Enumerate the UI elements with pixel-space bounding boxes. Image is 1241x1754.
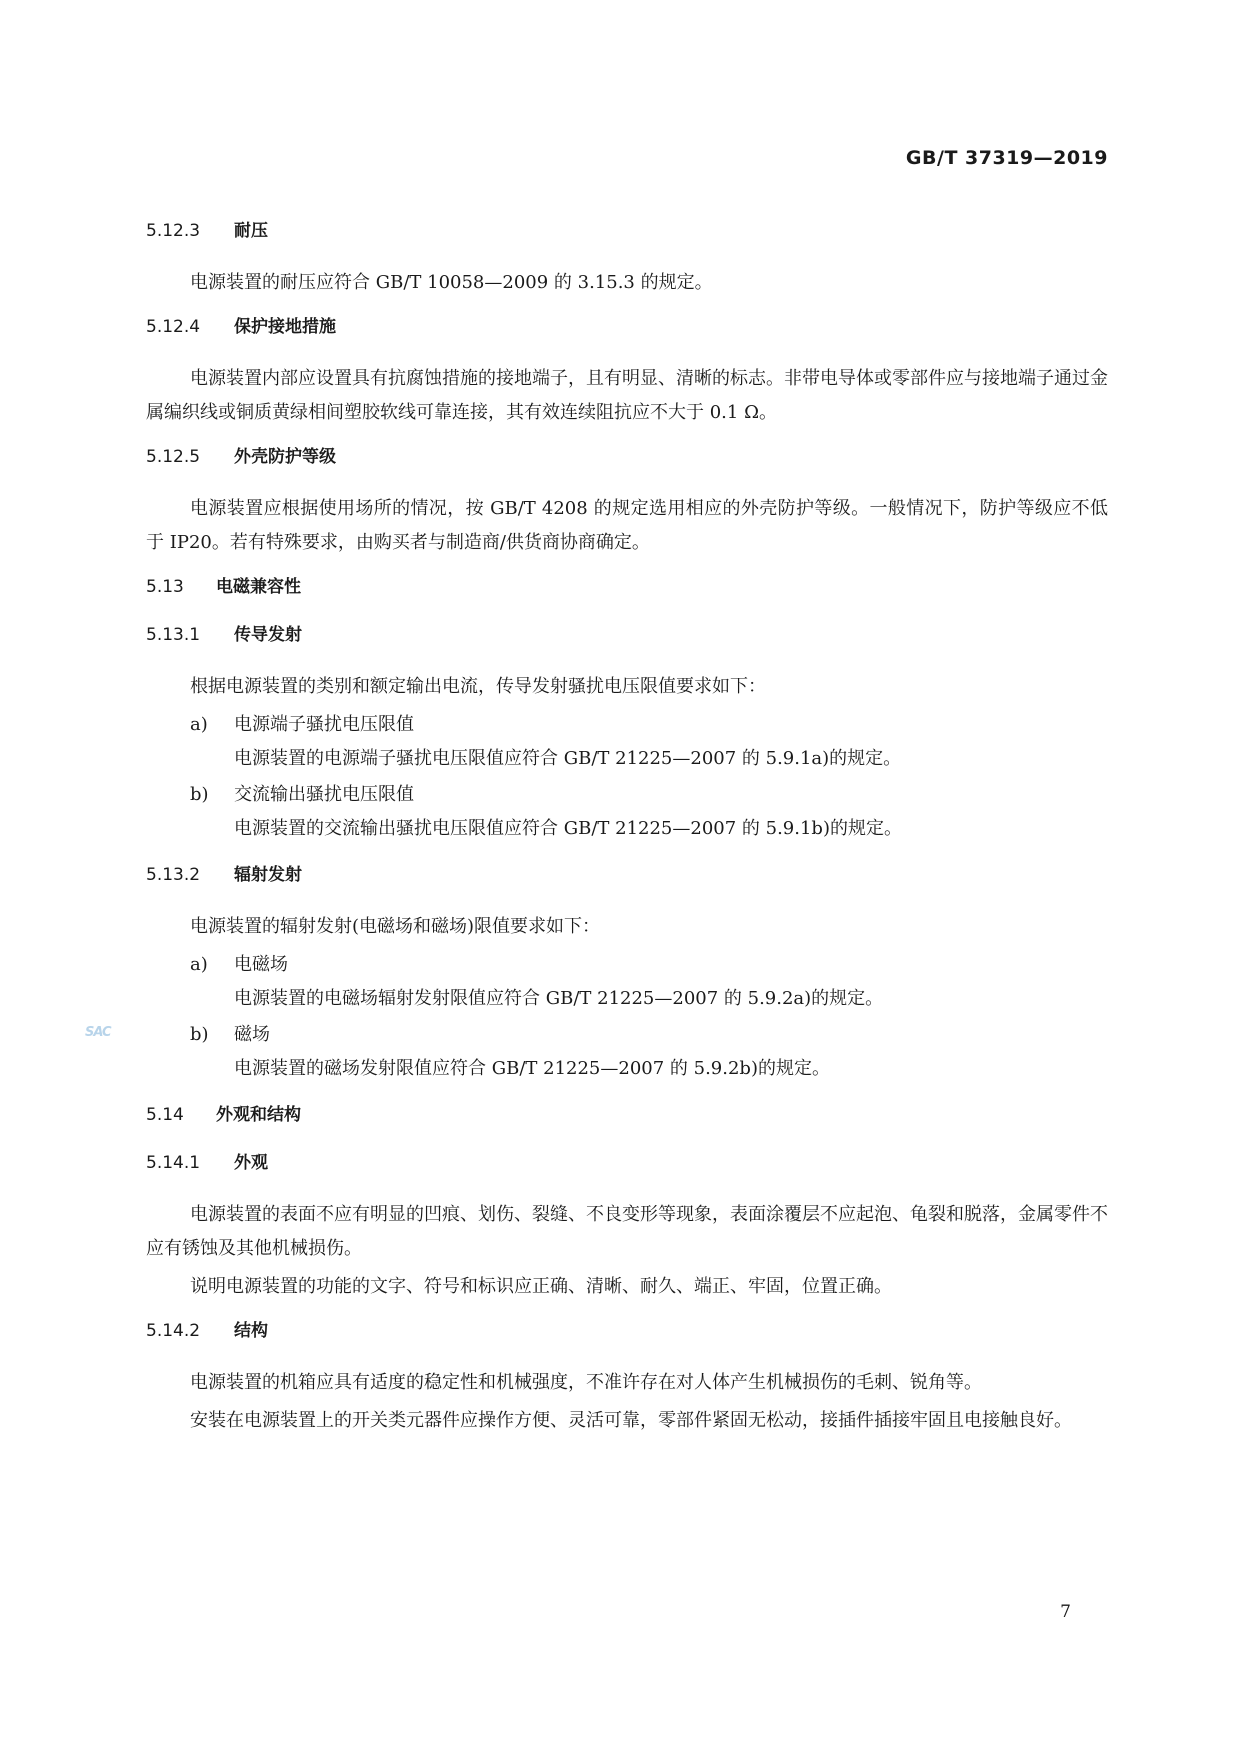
section-number: 5.14.2 xyxy=(146,1321,201,1341)
list-marker: b) xyxy=(190,1024,209,1045)
section-title: 外观和结构 xyxy=(216,1105,301,1125)
list-marker: a) xyxy=(190,954,208,975)
section-title: 耐压 xyxy=(234,221,268,241)
section-number: 5.13 xyxy=(146,577,184,597)
list-item-text: 电源装置的磁场发射限值应符合 GB/T 21225—2007 的 5.9.2b)的规定。 xyxy=(234,1058,830,1079)
section-heading-5-14-1 xyxy=(146,1150,1108,1176)
section-title: 电磁兼容性 xyxy=(216,577,301,597)
list-item-label: 交流输出骚扰电压限值 xyxy=(234,784,414,805)
section-number: 5.12.3 xyxy=(146,221,201,241)
section-title: 保护接地措施 xyxy=(234,317,336,337)
section-heading-5-12-3 xyxy=(146,218,1108,244)
paragraph: 电源装置的耐压应符合 GB/T 10058—2009 的 3.15.3 的规定。 xyxy=(190,272,713,293)
section-title: 结构 xyxy=(234,1321,268,1341)
paragraph: 电源装置的表面不应有明显的凹痕、划伤、裂缝、不良变形等现象，表面涂覆层不应起泡、龟裂和脱落，金属零件不应有锈蚀及其他机械损伤。 xyxy=(146,1204,1108,1259)
paragraph: 电源装置的机箱应具有适度的稳定性和机械强度，不准许存在对人体产生机械损伤的毛刺、锐角等。 xyxy=(190,1372,982,1393)
section-heading-5-12-5 xyxy=(146,444,1108,470)
list-item xyxy=(146,708,1108,742)
page-number: 7 xyxy=(1060,1602,1071,1622)
paragraph: 根据电源装置的类别和额定输出电流，传导发射骚扰电压限值要求如下： xyxy=(190,676,766,697)
list-item xyxy=(146,948,1108,982)
list-marker: b) xyxy=(190,784,209,805)
standard-code: GB/T 37319—2019 xyxy=(905,147,1108,169)
section-heading-5-12-4 xyxy=(146,314,1108,340)
paragraph: 电源装置应根据使用场所的情况，按 GB/T 4208 的规定选用相应的外壳防护等级。一般情况下，防护等级应不低于 IP20。若有特殊要求，由购买者与制造商/供货商协商确定。 xyxy=(146,498,1108,553)
section-heading-5-14-2 xyxy=(146,1318,1108,1344)
sac-watermark-logo: SAC xyxy=(85,1025,111,1040)
section-title: 传导发射 xyxy=(234,625,302,645)
section-number: 5.12.5 xyxy=(146,447,201,467)
list-item-text: 电源装置的交流输出骚扰电压限值应符合 GB/T 21225—2007 的 5.9.1b)的规定。 xyxy=(234,818,902,839)
paragraph: 电源装置内部应设置具有抗腐蚀措施的接地端子，且有明显、清晰的标志。非带电导体或零部件应与接地端子通过金属编织线或铜质黄绿相间塑胶软线可靠连接，其有效连续阻抗应不大于 0.1 Ω。 xyxy=(146,368,1108,423)
paragraph: 安装在电源装置上的开关类元器件应操作方便、灵活可靠，零部件紧固无松动，接插件插接牢固且电接触良好。 xyxy=(190,1410,1072,1431)
section-heading-5-13-2 xyxy=(146,862,1108,888)
section-title: 外观 xyxy=(234,1153,268,1173)
document-body xyxy=(146,218,1108,1452)
section-number: 5.13.2 xyxy=(146,865,201,885)
list-item xyxy=(146,1018,1108,1052)
paragraph: 说明电源装置的功能的文字、符号和标识应正确、清晰、耐久、端正、牢固，位置正确。 xyxy=(190,1276,892,1297)
section-heading-5-13-1 xyxy=(146,622,1108,648)
section-number: 5.14 xyxy=(146,1105,184,1125)
list-item xyxy=(146,778,1108,812)
list-item-text: 电源装置的电源端子骚扰电压限值应符合 GB/T 21225—2007 的 5.9.1a)的规定。 xyxy=(234,748,902,769)
section-heading-5-13 xyxy=(146,574,1108,600)
section-title: 外壳防护等级 xyxy=(234,447,336,467)
section-number: 5.13.1 xyxy=(146,625,201,645)
section-title: 辐射发射 xyxy=(234,865,302,885)
list-marker: a) xyxy=(190,714,208,735)
list-item-text: 电源装置的电磁场辐射发射限值应符合 GB/T 21225—2007 的 5.9.2a)的规定。 xyxy=(234,988,884,1009)
section-number: 5.14.1 xyxy=(146,1153,201,1173)
list-item-label: 电磁场 xyxy=(234,954,288,975)
section-heading-5-14 xyxy=(146,1102,1108,1128)
paragraph: 电源装置的辐射发射(电磁场和磁场)限值要求如下： xyxy=(190,916,601,937)
section-number: 5.12.4 xyxy=(146,317,201,337)
list-item-label: 电源端子骚扰电压限值 xyxy=(234,714,414,735)
list-item-label: 磁场 xyxy=(234,1024,270,1045)
